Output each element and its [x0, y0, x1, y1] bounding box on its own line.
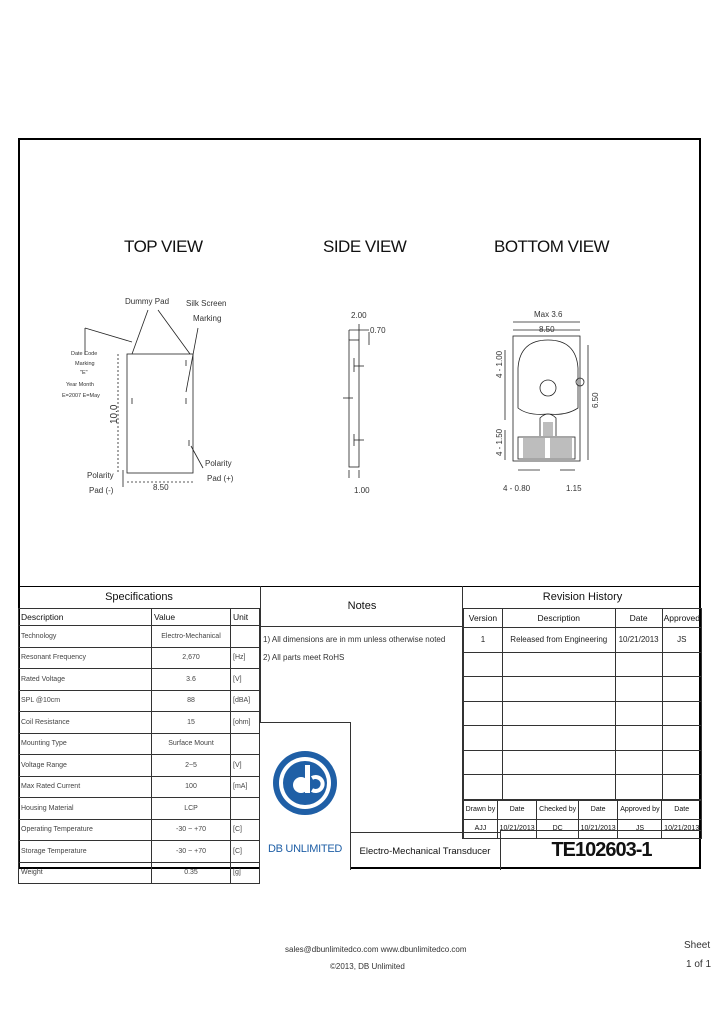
- spec-cell: 3.6: [152, 669, 231, 691]
- side-view-title: SIDE VIEW: [323, 237, 407, 256]
- spec-header: Value: [152, 609, 231, 626]
- part-description: Electro-Mechanical Transducer: [350, 832, 500, 870]
- signoff-value: JS: [618, 819, 662, 838]
- spec-cell: Electro-Mechanical: [152, 626, 231, 648]
- top-dim-width: 8.50: [153, 483, 169, 492]
- bottom-dim-left-bottom: 4 - 1.50: [495, 428, 504, 456]
- spec-cell: Storage Temperature: [19, 841, 152, 863]
- spec-row: [19, 733, 260, 755]
- bottom-dim-right: 6.50: [591, 392, 600, 408]
- note-item: 1) All dimensions are in mm unless otherwise noted: [263, 635, 446, 644]
- spec-row: [19, 841, 260, 863]
- revision-table: [463, 608, 702, 800]
- spec-row: [19, 690, 260, 712]
- revision-header: Approved: [662, 609, 701, 628]
- spec-row: [19, 776, 260, 798]
- date-code-4: Year Month: [66, 382, 94, 388]
- spec-cell: 2~5: [152, 755, 231, 777]
- spec-cell: [V]: [231, 669, 260, 691]
- revision-title: Revision History: [542, 591, 623, 603]
- polarity-neg-1: Polarity: [87, 471, 114, 480]
- spec-cell: 0.35: [152, 862, 231, 884]
- spec-cell: 2,670: [152, 647, 231, 669]
- note-item: 2) All parts meet RoHS: [263, 653, 345, 662]
- date-code-2: Marking: [75, 361, 95, 367]
- spec-cell: [Hz]: [231, 647, 260, 669]
- notes-title: Notes: [261, 586, 463, 627]
- bottom-view-title: BOTTOM VIEW: [494, 237, 610, 256]
- spec-cell: Voltage Range: [19, 755, 152, 777]
- marking-label: Marking: [193, 314, 222, 323]
- top-dim-height: 10.0: [109, 404, 120, 424]
- spec-cell: [mA]: [231, 776, 260, 798]
- spec-cell: [g]: [231, 862, 260, 884]
- signoff-header: Date: [497, 800, 537, 819]
- specifications-title: Specifications: [105, 591, 173, 603]
- signoff-value: 10/21/2013: [662, 819, 702, 838]
- spec-cell: Resonant Frequency: [19, 647, 152, 669]
- bottom-dim-bottom-left: 4 - 0.80: [503, 484, 531, 493]
- spec-cell: 88: [152, 690, 231, 712]
- revision-cell: 10/21/2013: [615, 628, 662, 653]
- side-dim-top: 2.00: [351, 311, 367, 320]
- signoff-header: Date: [578, 800, 618, 819]
- logo-text: DB UNLIMITED: [267, 843, 343, 855]
- spec-cell: [231, 626, 260, 648]
- revision-row-empty: [464, 652, 702, 677]
- spec-row: [19, 626, 260, 648]
- revision-header: Description: [502, 609, 615, 628]
- dummy-pad-label: Dummy Pad: [125, 297, 170, 306]
- polarity-pos-1: Polarity: [205, 459, 232, 468]
- revision-row: [464, 628, 702, 653]
- revision-row-empty: [464, 775, 702, 800]
- signoff-value: 10/21/2013: [578, 819, 618, 838]
- spec-cell: [C]: [231, 841, 260, 863]
- bottom-view-drawing: [505, 322, 588, 470]
- spec-cell: SPL @10cm: [19, 690, 152, 712]
- side-view-drawing: [343, 324, 369, 478]
- sheet-label: Sheet: [684, 940, 711, 951]
- side-dim-inner: 0.70: [370, 326, 386, 335]
- footer-copyright: ©2013, DB Unlimited: [330, 962, 405, 971]
- spec-cell: 100: [152, 776, 231, 798]
- bottom-dim-left-top: 4 - 1.00: [495, 350, 504, 378]
- spec-cell: 15: [152, 712, 231, 734]
- signoff-header: Date: [662, 800, 702, 819]
- revision-cell: 1: [464, 628, 503, 653]
- revision-row-empty: [464, 726, 702, 751]
- bottom-view-hatch: [523, 422, 572, 458]
- spec-cell: Housing Material: [19, 798, 152, 820]
- revision-header: Version: [464, 609, 503, 628]
- signoff-header: Checked by: [537, 800, 579, 819]
- signoff-header: Drawn by: [464, 800, 498, 819]
- spec-cell: Technology: [19, 626, 152, 648]
- polarity-pos-2: Pad (+): [207, 474, 234, 483]
- date-code-1: Date Code: [71, 351, 98, 357]
- title-block: [18, 586, 701, 877]
- sheet-count: 1 of 1: [686, 959, 712, 970]
- specifications-section: [18, 586, 260, 884]
- bottom-dim-bottom-right: 1.15: [566, 484, 582, 493]
- spec-cell: [231, 733, 260, 755]
- footer-contact: sales@dbunlimitedco.com www.dbunlimitedco.com: [285, 945, 467, 954]
- spec-cell: Max Rated Current: [19, 776, 152, 798]
- top-view-outline: [127, 354, 193, 473]
- spec-row: [19, 755, 260, 777]
- spec-cell: [C]: [231, 819, 260, 841]
- spec-cell: [V]: [231, 755, 260, 777]
- bottom-max-label: Max 3.6: [534, 310, 563, 319]
- revision-row-empty: [464, 750, 702, 775]
- spec-row: [19, 819, 260, 841]
- revision-header: Date: [615, 609, 662, 628]
- revision-section: [462, 586, 702, 839]
- revision-row-empty: [464, 677, 702, 702]
- specifications-table: [18, 608, 260, 884]
- revision-cell: JS: [662, 628, 701, 653]
- revision-row-empty: [464, 701, 702, 726]
- logo-box: [260, 722, 351, 870]
- signoff-header: Approved by: [618, 800, 662, 819]
- signoff-value: DC: [537, 819, 579, 838]
- signoff-value: AJJ: [464, 819, 498, 838]
- spec-header: Unit: [231, 609, 260, 626]
- revision-cell: Released from Engineering: [502, 628, 615, 653]
- spec-cell: -30 ~ +70: [152, 841, 231, 863]
- spec-row: [19, 862, 260, 884]
- spec-row: [19, 647, 260, 669]
- spec-cell: Weight: [19, 862, 152, 884]
- spec-row: [19, 669, 260, 691]
- date-code-3: "E": [80, 370, 88, 376]
- signoff-value: 10/21/2013: [497, 819, 537, 838]
- spec-cell: Mounting Type: [19, 733, 152, 755]
- side-dim-bottom: 1.00: [354, 486, 370, 495]
- top-view-title: TOP VIEW: [124, 237, 203, 256]
- part-number: TE102603-1: [500, 830, 702, 870]
- spec-header: Description: [19, 609, 152, 626]
- silk-screen-label: Silk Screen: [186, 299, 227, 308]
- spec-cell: [dBA]: [231, 690, 260, 712]
- top-view-drawing: [85, 310, 203, 487]
- spec-cell: [ohm]: [231, 712, 260, 734]
- spec-cell: LCP: [152, 798, 231, 820]
- spec-row: [19, 712, 260, 734]
- spec-row: [19, 798, 260, 820]
- bottom-dim-width: 8.50: [539, 325, 555, 334]
- spec-cell: Rated Voltage: [19, 669, 152, 691]
- polarity-neg-2: Pad (-): [89, 486, 114, 495]
- spec-cell: Operating Temperature: [19, 819, 152, 841]
- spec-cell: Surface Mount: [152, 733, 231, 755]
- spec-cell: -30 ~ +70: [152, 819, 231, 841]
- date-code-5: E=2007 E=May: [62, 393, 100, 399]
- spec-cell: [231, 798, 260, 820]
- spec-cell: Coil Resistance: [19, 712, 152, 734]
